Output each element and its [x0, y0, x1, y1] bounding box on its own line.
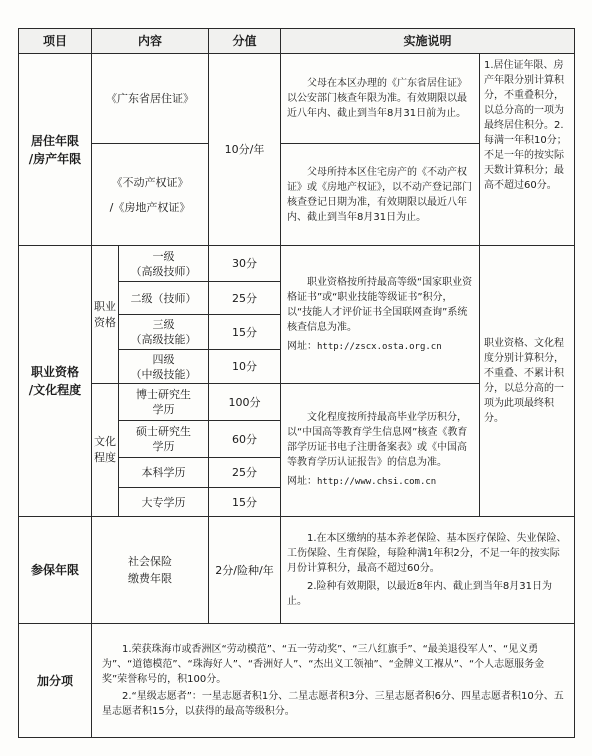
edu-level-name: 博士研究生	[136, 388, 191, 401]
bonus-explain	[91, 623, 575, 738]
qualification-category	[18, 245, 92, 517]
prof-explain-text: 职业资格按所持最高等级“国家职业资格证书”或“职业技能等级证书”积分，以“技能人才评价证书全国联网查询”系统核查信息为准。	[287, 276, 473, 333]
header-score: 分值	[208, 28, 281, 54]
insurance-explain-2: 2.险种有效期限，以最近8年内、截止到当年8月31日为止。	[287, 581, 552, 607]
property-cert-label: 《不动产权证》	[111, 175, 189, 189]
prof-level-score: 30分	[208, 245, 281, 282]
bonus-item-1: 1.荣获珠海市或香洲区“劳动模范”、“五一劳动奖”、“三八红旗手”、“最美退役军人”、“见义勇为”、“道德模范”、“珠海好人”、“香洲好人”、“杰出义工领袖”、“金牌义工褓从”、“个人志愿服务金奖”荣誉称号的，积100分。	[102, 644, 545, 685]
prof-level-name: 四级	[152, 352, 175, 366]
insurance-content	[91, 516, 209, 624]
bonus-item-2: 2.“星级志愿者”：一星志愿者积1分、二星志愿者积3分、三星志愿者积6分、四星志愿者积10分、五星志愿者积15分，以获得的最高等级积分。	[102, 691, 564, 717]
prof-level-score: 25分	[208, 281, 281, 315]
residence-property-cert	[91, 143, 209, 246]
header-content: 内容	[91, 28, 209, 54]
edu-level-score: 15分	[208, 487, 281, 517]
edu-level-score: 100分	[208, 383, 281, 421]
insurance-category: 参保年限	[18, 516, 92, 624]
edu-level-row: 本科学历	[118, 457, 209, 488]
bonus-category: 加分项	[18, 623, 92, 738]
residence-category	[18, 53, 92, 246]
residence-guangdong-permit: 《广东省居住证》	[91, 53, 209, 144]
edu-level-score: 25分	[208, 457, 281, 488]
header-item: 项目	[18, 28, 92, 54]
prof-url-line	[287, 339, 442, 355]
prof-level-row	[118, 245, 209, 282]
edu-level-name: 硕士研究生	[136, 425, 191, 438]
edu-level-row: 大专学历	[118, 487, 209, 517]
qualification-note: 职业资格、文化程度分别计算积分，不重叠、不累计积分，以总分高的一项为此项最终积分。	[479, 245, 575, 517]
prof-explain	[280, 245, 480, 384]
insurance-content-line2: 缴费年限	[128, 572, 172, 585]
header-explanation: 实施说明	[280, 28, 575, 54]
insurance-content-line1: 社会保险	[128, 555, 172, 568]
edu-explain-text: 文化程度按所持最高毕业学历积分，以“中国高等教育学生信息网”核查《教育部学历证书电子注册备案表》或《中国高等教育学历认证报告》的信息为准。	[287, 412, 468, 468]
edu-level-detail: 学历	[152, 403, 175, 416]
insurance-explain	[280, 516, 575, 624]
prof-level-row	[118, 349, 209, 384]
residence-note: 1.居住证年限、房产年限分别计算积分，不重叠积分，以总分高的一项为最终居住积分。2.每满一年积10分；不足一年的按实际天数计算积分；最高不超过60分。	[479, 53, 575, 246]
prof-level-name: 三级	[152, 318, 175, 331]
edu-level-row	[118, 420, 209, 458]
residence-category-line2: /房产年限	[28, 151, 82, 166]
edu-url-line	[287, 474, 436, 490]
prof-label: 职业资格	[91, 245, 119, 384]
insurance-explain-1: 1.在本区缴纳的基本养老保险、基本医疗保险、失业保险、工伤保险、生育保险，每险种满1年积2分，不足一年的按实际月份计算积分，最高不超过60分。	[287, 533, 567, 574]
qualification-category-line1: 职业资格	[30, 365, 79, 379]
prof-level-score: 15分	[208, 314, 281, 350]
residence-score: 10分/年	[208, 53, 281, 246]
prof-url-label: 网址：	[287, 340, 317, 352]
prof-level-row	[118, 281, 209, 315]
qualification-category-line2: /文化程度	[28, 383, 82, 397]
edu-label: 文化程度	[91, 383, 119, 517]
prof-level-detail: （高级技能）	[130, 333, 197, 346]
residence-explain-property: 父母所持本区住宅房产的《不动产权证》或《房地产权证》，以不动产登记部门核查登记日期为准，有效期限以最近八年内、截止到当年8月31日为止。	[280, 143, 480, 246]
prof-level-detail: （高级技师）	[130, 264, 197, 278]
prof-level-row	[118, 314, 209, 350]
prof-level-name: 二级（技师）	[130, 291, 197, 305]
edu-level-detail: 学历	[152, 440, 175, 453]
prof-level-detail: （中级技能）	[130, 367, 197, 381]
residence-category-line1: 居住年限	[30, 133, 79, 148]
prof-level-name: 一级	[152, 249, 175, 263]
edu-url-label: 网址：	[287, 476, 317, 487]
residence-explain-permit: 父母在本区办理的《广东省居住证》以公安部门核查年限为准。有效期限以最近八年内、截止到当年8月31日前为止。	[280, 53, 480, 144]
insurance-score: 2分/险种/年	[208, 516, 281, 624]
edu-explain	[280, 383, 480, 517]
house-cert-label: /《房地产权证》	[109, 200, 191, 214]
prof-level-score: 10分	[208, 349, 281, 384]
edu-level-score: 60分	[208, 420, 281, 458]
edu-url-link[interactable]: http://www.chsi.com.cn	[317, 477, 437, 487]
edu-level-row	[118, 383, 209, 421]
prof-url-link[interactable]: http://zscx.osta.org.cn	[317, 341, 442, 352]
